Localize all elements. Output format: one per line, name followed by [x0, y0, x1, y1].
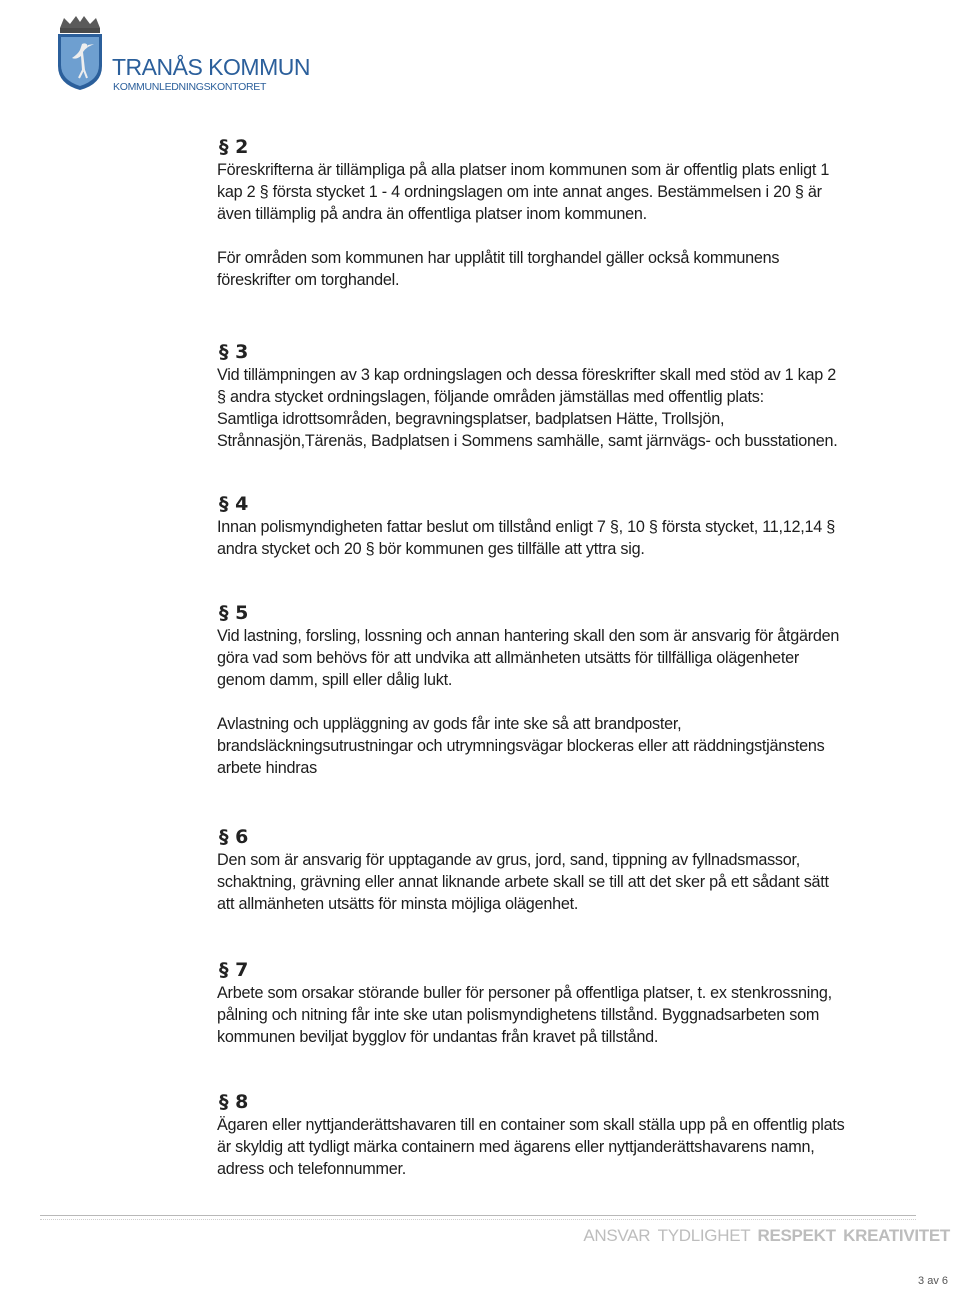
section-7 [217, 958, 832, 1048]
text-line: göra vad som behövs för att undvika att allmänheten utsätts för tillfälliga olägenheter [217, 649, 800, 667]
text-line: Strånnasjön,Tärenäs, Badplatsen i Sommens samhälle, samt järnvägs- och busstationen. [217, 432, 838, 450]
paragraph [217, 982, 832, 1048]
org-department: KOMMUNLEDNINGSKONTORET [113, 81, 267, 93]
section-2 [217, 135, 829, 291]
text-line: kap 2 § första stycket 1 - 4 ordningslagen om inte annat anges. Bestämmelsen i 20 § är [217, 183, 822, 201]
section-5 [217, 601, 839, 779]
section-6 [217, 825, 829, 915]
municipal-crest-logo [52, 14, 108, 92]
text-line: genom damm, spill eller dålig lukt. [217, 671, 453, 689]
text-line: föreskrifter om torghandel. [217, 271, 400, 289]
text-line: att allmänheten utsätts för minsta möjliga olägenhet. [217, 895, 579, 913]
section-3 [217, 340, 838, 452]
text-line: schaktning, grävning eller annat liknande arbete skall se till att det sker på ett sådant sätt [217, 873, 829, 891]
text-line: Ägaren eller nyttjanderättshavaren till en container som skall ställa upp på en offentlig plats [217, 1116, 845, 1134]
value-word: RESPEKT [757, 1226, 836, 1245]
text-line: Vid lastning, forsling, lossning och annan hantering skall den som är ansvarig för åtgärden [217, 627, 840, 645]
text-line: brandsläckningsutrustningar och utrymningsvägar blockeras eller att räddningstjänstens [217, 737, 825, 755]
text-line: § andra stycket ordningslagen, följande områden jämställas med offentlig plats: [217, 388, 764, 406]
text-line: är skyldig att tydligt märka containern med ägarens eller nyttjanderättshavarens namn, [217, 1138, 815, 1156]
footer-divider-dotted [40, 1219, 916, 1220]
section-heading: § 3 [219, 341, 249, 363]
paragraph [217, 516, 835, 560]
text-line: adress och telefonnummer. [217, 1160, 407, 1178]
text-line: även tillämplig på andra än offentliga platser inom kommunen. [217, 205, 647, 223]
value-word: KREATIVITET [843, 1226, 950, 1245]
section-4 [217, 492, 835, 560]
page-number: 3 av 6 [918, 1275, 948, 1287]
paragraph [217, 849, 829, 915]
text-line: Vid tillämpningen av 3 kap ordningslagen och dessa föreskrifter skall med stöd av 1 kap 2 [217, 366, 837, 384]
paragraph [217, 247, 829, 291]
text-line: Samtliga idrottsområden, begravningsplatser, badplatsen Hätte, Trollsjön, [217, 410, 725, 428]
section-8 [217, 1090, 844, 1180]
section-heading: § 4 [219, 493, 249, 515]
org-name: TRANÅS KOMMUN [112, 54, 310, 80]
paragraph [217, 159, 829, 225]
text-line: Den som är ansvarig för upptagande av grus, jord, sand, tippning av fyllnadsmassor, [217, 851, 801, 869]
paragraph [217, 625, 839, 691]
text-line: Arbete som orsakar störande buller för personer på offentliga platser, t. ex stenkrossning, [217, 984, 832, 1002]
text-line: För områden som kommunen har upplåtit till torghandel gäller också kommunens [217, 249, 780, 267]
text-line: kommunen beviljat bygglov för undantas från kravet på tillstånd. [217, 1028, 659, 1046]
value-word: ANSVAR [583, 1226, 651, 1245]
section-heading: § 8 [219, 1091, 249, 1113]
section-heading: § 5 [219, 602, 249, 624]
core-values-slogan [580, 1226, 950, 1246]
paragraph [217, 364, 838, 452]
text-line: andra stycket och 20 § bör kommunen ges tillfälle att yttra sig. [217, 540, 645, 558]
paragraph [217, 713, 839, 779]
section-heading: § 7 [219, 959, 249, 981]
paragraph [217, 1114, 844, 1180]
section-heading: § 6 [219, 826, 249, 848]
letterhead [52, 14, 352, 104]
value-word: TYDLIGHET [657, 1226, 751, 1245]
text-line: Avlastning och uppläggning av gods får inte ske så att brandposter, [217, 715, 682, 733]
section-heading: § 2 [219, 136, 249, 158]
text-line: Föreskrifterna är tillämpliga på alla platser inom kommunen som är offentlig plats enligt 1 [217, 161, 830, 179]
text-line: arbete hindras [217, 759, 317, 777]
text-line: pålning och nitning får inte ske utan polismyndighetens tillstånd. Byggnadsarbeten som [217, 1006, 820, 1024]
text-line: Innan polismyndigheten fattar beslut om tillstånd enligt 7 §, 10 § första stycket, 11,12,14 § [217, 518, 836, 536]
footer-divider [40, 1215, 916, 1216]
